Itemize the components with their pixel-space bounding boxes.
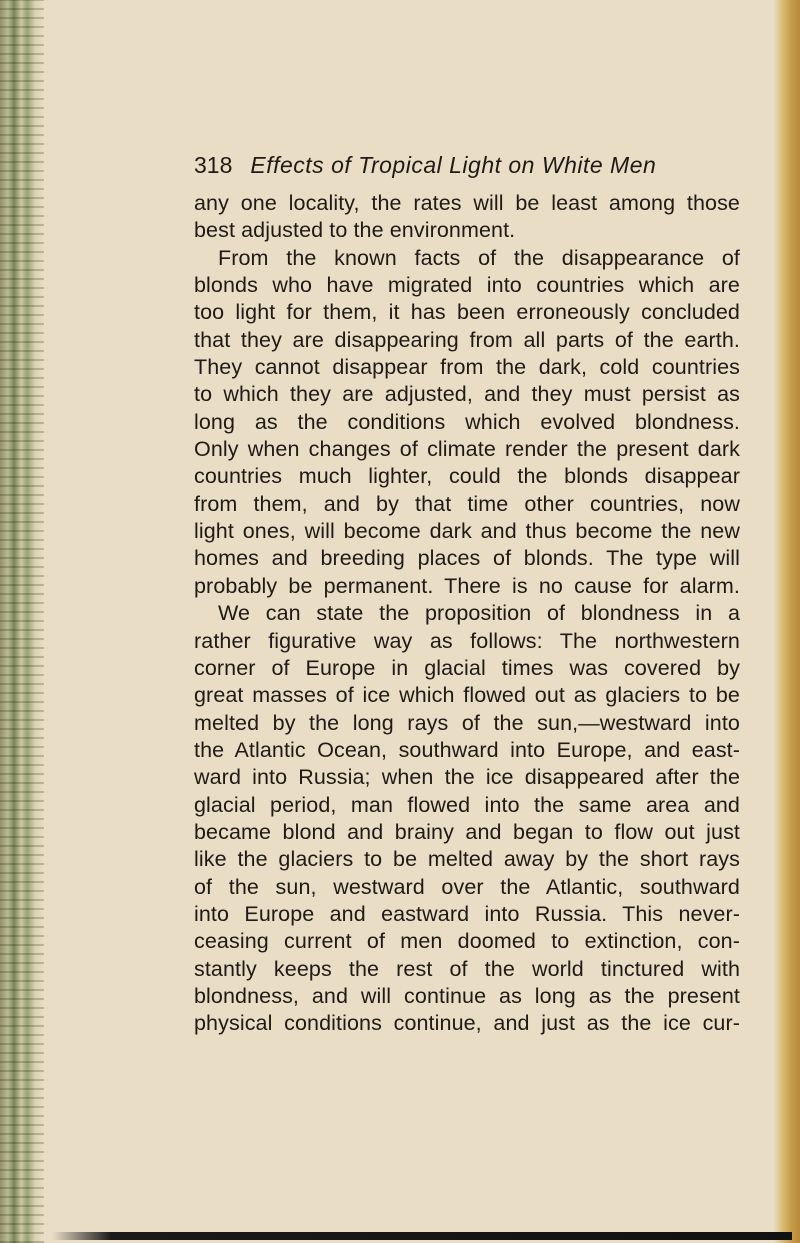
text-line: into Europe and eastward into Russia. This never- (194, 901, 740, 926)
text-line: like the glaciers to be melted away by the short rays (194, 847, 740, 872)
text-line: too light for them, it has been erroneously concluded (194, 300, 740, 325)
text-line: stantly keeps the rest of the world tinctured with (194, 956, 740, 981)
text-line: long as the conditions which evolved blondness. (194, 409, 740, 434)
text-line: from them, and by that time other countries, now (194, 491, 740, 516)
text-line: Only when changes of climate render the present dark (194, 437, 740, 462)
text-line: of the sun, westward over the Atlantic, southward (194, 874, 740, 899)
running-title: Effects of Tropical Light on White Men (250, 152, 657, 178)
text-line: We can state the proposition of blondness in a (218, 601, 740, 626)
text-line: blonds who have migrated into countries which are (194, 273, 740, 298)
page-number: 318 (194, 152, 233, 178)
running-header (194, 150, 740, 180)
book-gutter (0, 0, 44, 1243)
text-line: ward into Russia; when the ice disappeared after the (194, 765, 740, 790)
text-line: became blond and brainy and began to flow out just (194, 819, 740, 844)
bottom-edge-shadow (52, 1232, 792, 1240)
text-line: great masses of ice which flowed out as glaciers to be (194, 683, 740, 708)
text-line: physical conditions continue, and just as the ice cur- (194, 1011, 740, 1036)
text-line: best adjusted to the environment. (194, 218, 516, 243)
text-line: blondness, and will continue as long as the present (194, 983, 740, 1008)
book-page (194, 150, 740, 1038)
text-line: light ones, will become dark and thus become the new (194, 519, 740, 544)
text-line: glacial period, man flowed into the same area and (194, 792, 740, 817)
text-line: probably be permanent. There is no cause for alarm. (194, 573, 740, 598)
text-line: They cannot disappear from the dark, cold countries (194, 355, 740, 380)
text-line: to which they are adjusted, and they must persist as (194, 382, 740, 407)
text-line: countries much lighter, could the blonds disappear (194, 464, 740, 489)
body-text (194, 190, 740, 1038)
text-line: rather figurative way as follows: The northwestern (194, 628, 740, 653)
text-line: melted by the long rays of the sun,—westward into (194, 710, 740, 735)
text-line: corner of Europe in glacial times was covered by (194, 655, 740, 680)
text-line: that they are disappearing from all parts of the earth. (194, 327, 740, 352)
page-edge (774, 0, 800, 1243)
text-line: any one locality, the rates will be least among those (194, 191, 740, 215)
text-line: the Atlantic Ocean, southward into Europe, and east- (194, 737, 740, 762)
text-line: From the known facts of the disappearance of (218, 245, 740, 270)
text-line: homes and breeding places of blonds. The type will (194, 546, 740, 571)
text-line: ceasing current of men doomed to extinction, con- (194, 929, 740, 954)
